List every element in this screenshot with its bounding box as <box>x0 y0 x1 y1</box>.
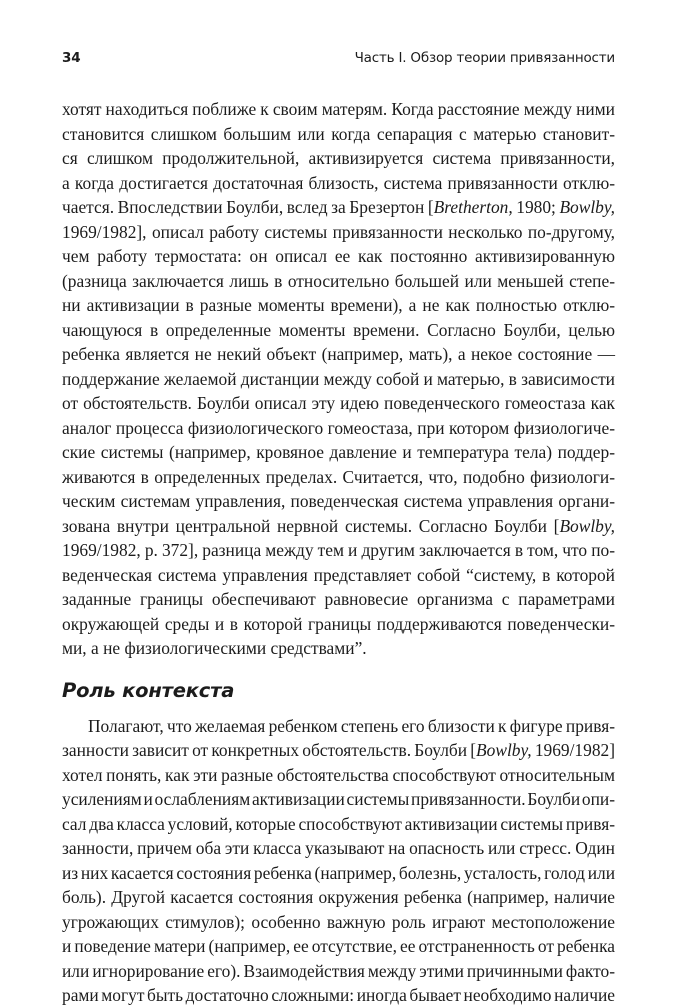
text-line: и поведение матери (например, ее отсутствие, ее отстраненность от ребенка <box>62 936 615 956</box>
text-line: Полагают, что желаемая ребенком степень его близости к фигуре привя- <box>88 715 615 736</box>
text-line: хотел понять, как эти разные обстоятельства способствуют относительным <box>62 764 615 785</box>
text-line: аналог процесса физиологического гомеостаза, при котором физиологиче- <box>62 417 615 438</box>
citation-author: Bowlby, <box>559 197 615 217</box>
text-line: от обстоятельств. Боулби описал эту идею поведенческого гомеостаза как <box>62 393 615 413</box>
citation-year: 1980; <box>512 197 560 217</box>
text-line: ческим системам управления, поведенческая система управления органи- <box>62 491 615 511</box>
text-line <box>62 738 615 763</box>
citation-author: Bowlby, <box>559 515 615 536</box>
text-line: а когда достигается достаточная близость, система привязанности отклю- <box>62 172 615 193</box>
text-line: ребенка является не некий объект (например, мать), а некое состояние — <box>62 344 615 364</box>
running-head <box>62 44 615 70</box>
text-line: хотят находиться поближе к своим матерям. Когда расстояние между ними <box>62 99 615 119</box>
text-line <box>62 195 615 220</box>
text-line: из них касается состояния ребенка (например, болезнь, усталость, голод или <box>62 862 615 883</box>
text-line: усилениям и ослаблениям активизации системы привязанности. Боулби опи- <box>62 789 615 809</box>
text-line: ми, а не физиологическими средствами”. <box>62 638 367 658</box>
text-line: 1969/1982, p. 372], разница между тем и другим заключается в том, что по- <box>62 540 615 560</box>
text-line: заданные границы обеспечивают равновесие организма с параметрами <box>62 589 615 609</box>
text-run: чается. Впоследствии Боулби, вслед за Брезертон [ <box>62 197 434 217</box>
text-line: чем работу термостата: он описал ее как постоянно активизированную <box>62 246 615 266</box>
paragraph-1 <box>62 97 615 661</box>
text-run: зована внутри центральной нервной системы. Согласно Боулби [ <box>62 515 560 536</box>
text-line: сал два класса условий, которые способствуют активизации системы привя- <box>62 813 615 834</box>
book-page <box>62 0 615 1005</box>
text-line: 1969/1982], описал работу системы привязанности несколько по-другому, <box>62 221 615 242</box>
text-line: или игнорирование его). Взаимодействия между этими причинными факто- <box>62 960 615 981</box>
text-run: занности зависит от конкретных обстоятельств. Боулби [ <box>62 740 477 760</box>
text-line: ские системы (например, кровяное давление и температура тела) поддер- <box>62 442 615 462</box>
text-line: живаются в определенных пределах. Считается, что, подобно физиологи- <box>62 466 615 487</box>
text-line: ся слишком продолжительной, активизируется система привязанности, <box>62 148 615 168</box>
body-text <box>62 97 615 1008</box>
text-line: занности, причем оба эти класса указывают на опасность или стресс. Один <box>62 838 615 858</box>
text-line: поддержание желаемой дистанции между собой и матерью, в зависимости <box>62 368 615 389</box>
citation-author: Bretherton, <box>433 197 513 217</box>
text-line: чающуюся в определенные моменты времени. Согласно Боулби, целью <box>62 319 615 340</box>
paragraph-2 <box>62 714 615 1008</box>
text-line: становится слишком большим или когда сепарация с матерью становит- <box>62 123 615 144</box>
citation-year: 1969/1982] <box>534 740 615 760</box>
page-number: 34 <box>62 50 81 66</box>
text-line: веденческая система управления представляет собой “систему, в которой <box>62 564 615 585</box>
part-title: Часть I. Обзор теории привязанности <box>354 50 615 66</box>
text-line <box>62 514 615 539</box>
text-line: ни активизации в разные моменты времени), а не как полностью отклю- <box>62 295 615 315</box>
text-line: рами могут быть достаточно сложными: иногда бывает необходимо наличие <box>62 985 615 1005</box>
text-line: (разница заключается лишь в относительно большей или меньшей степе- <box>62 270 615 291</box>
section-heading: Роль контекста <box>62 678 235 702</box>
citation-author: Bowlby, <box>476 740 532 760</box>
text-line: угрожающих стимулов); особенно важную роль играют местоположение <box>62 911 615 932</box>
text-line: окружающей среды и в которой границы поддерживаются поведенчески- <box>62 613 615 634</box>
text-line: боль). Другой касается состояния окружения ребенка (например, наличие <box>62 887 615 907</box>
